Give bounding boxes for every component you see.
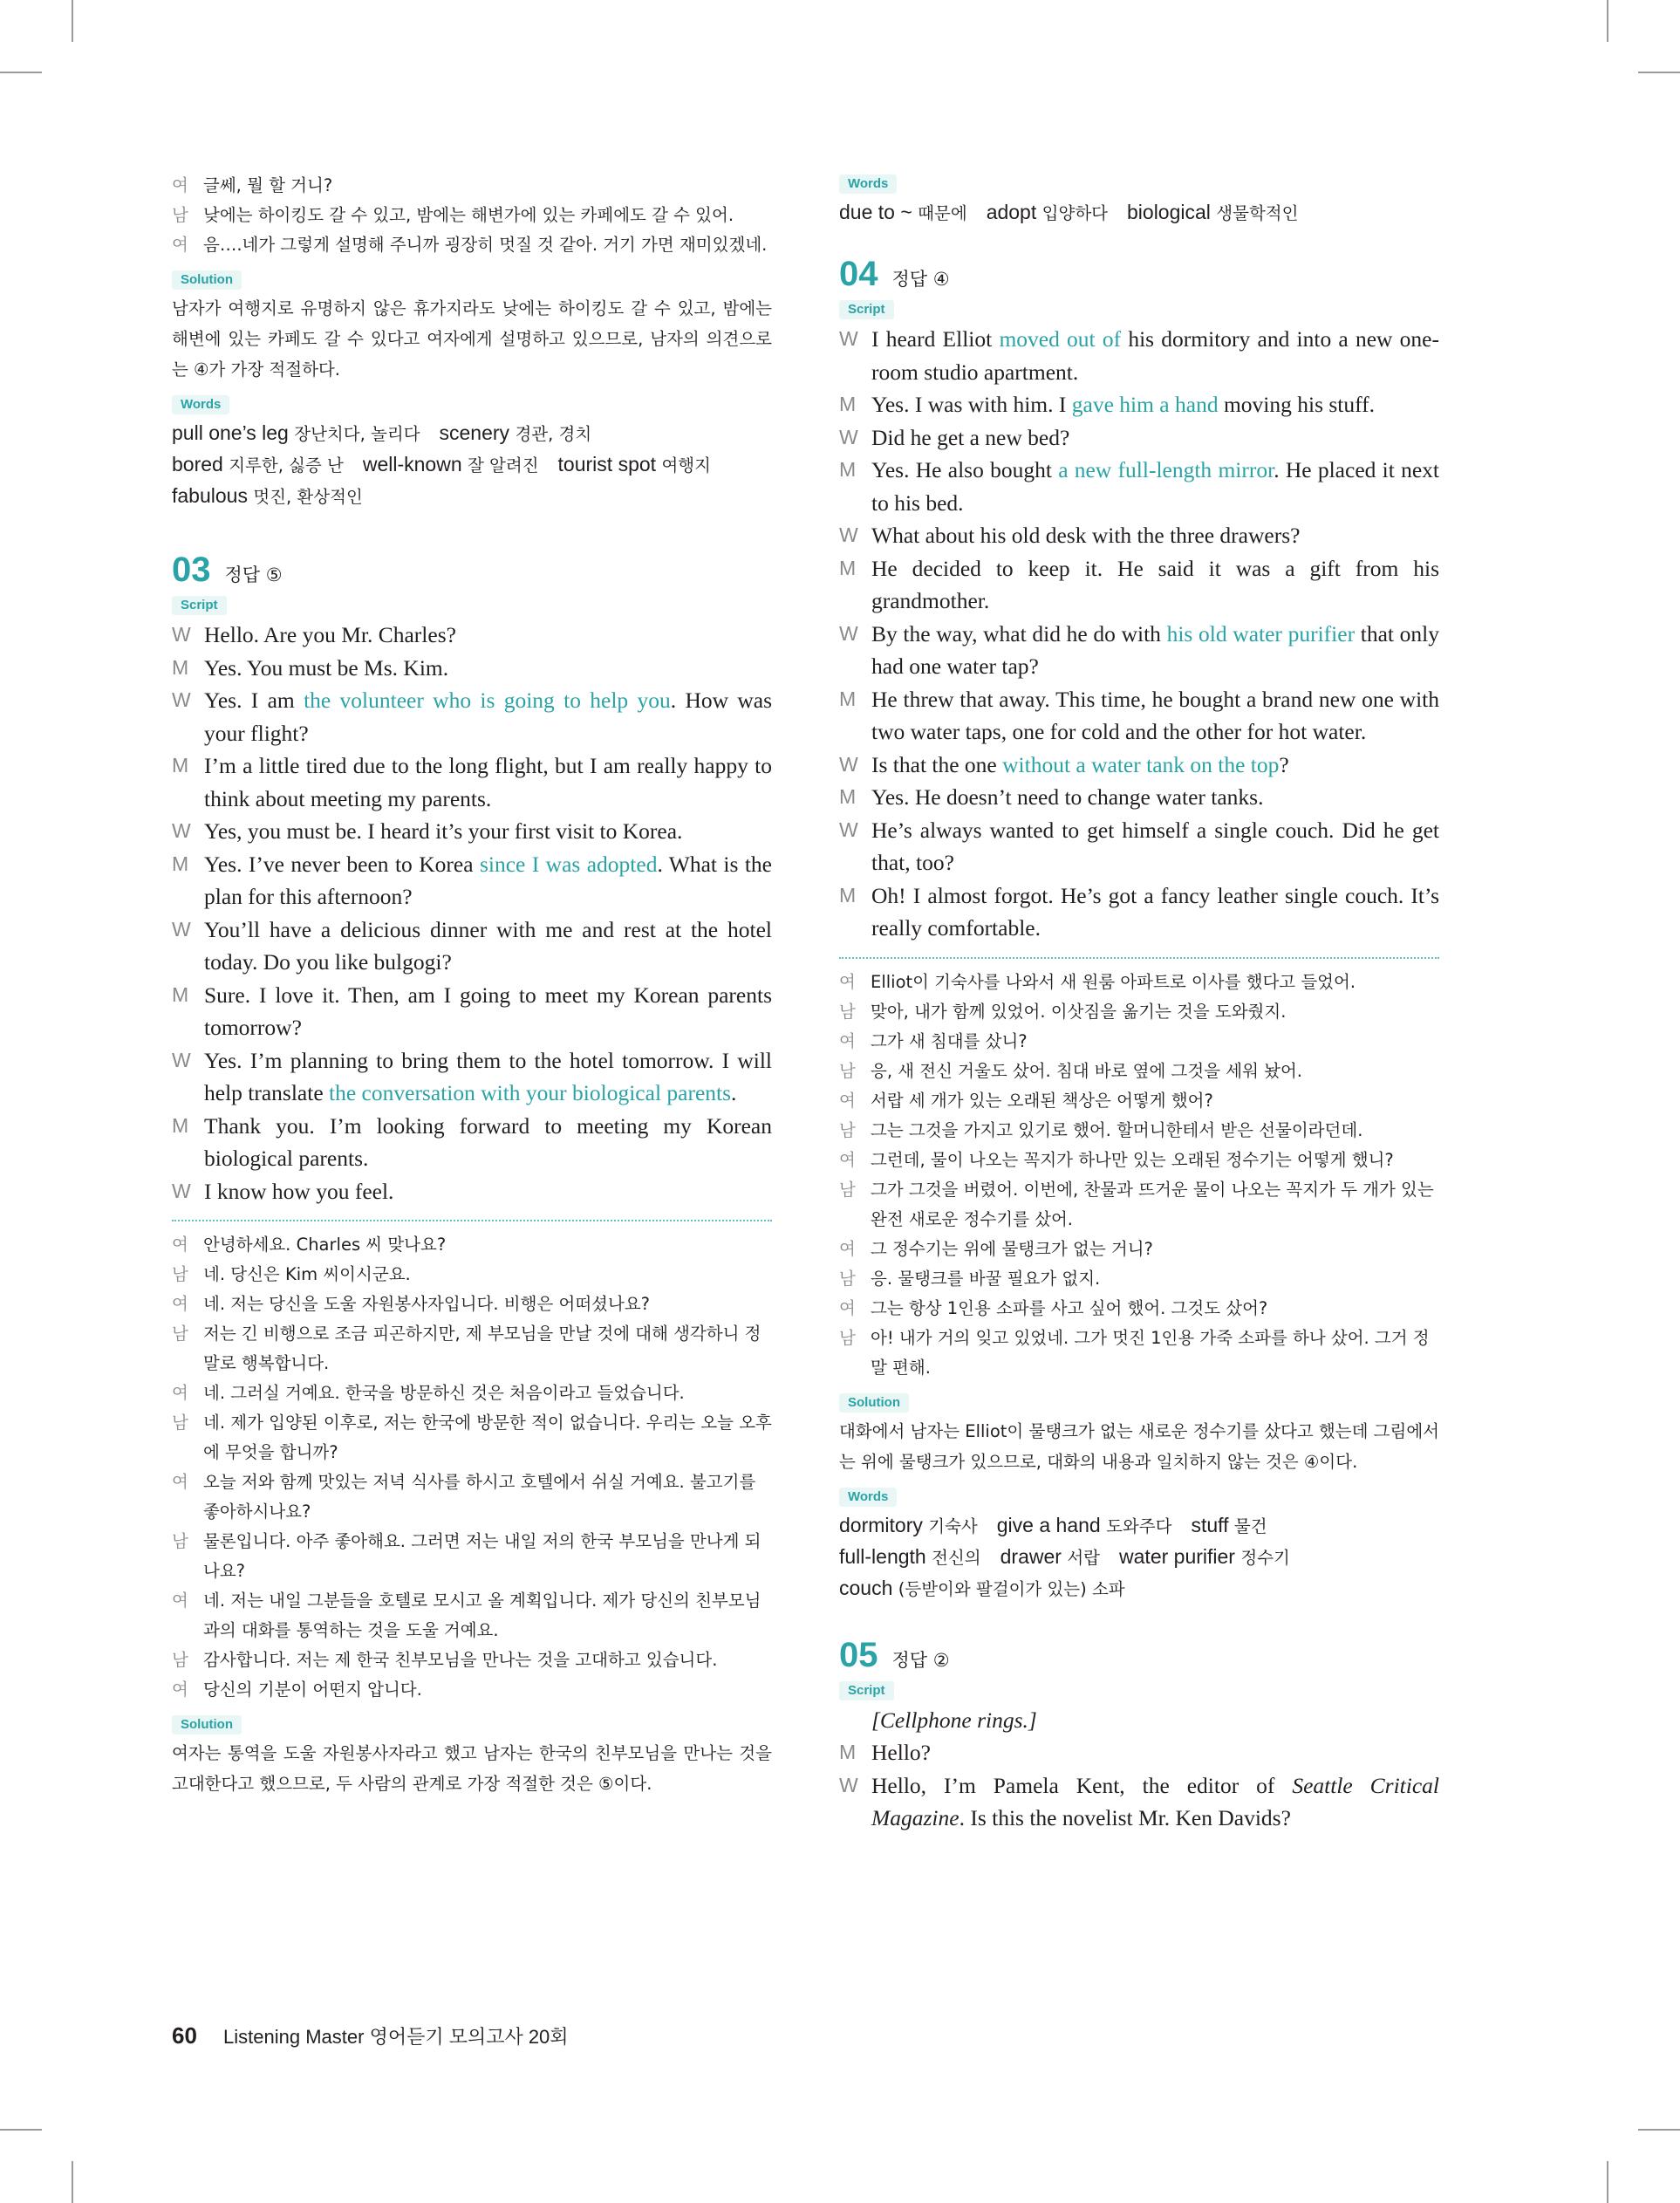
- question-number: 03: [172, 551, 211, 589]
- dialogue-script: [839, 323, 1439, 945]
- text-run: Sure. I love it. Then, am I going to meet my Korean parents tomorrow?: [204, 982, 772, 1040]
- vocab-word: couch: [839, 1576, 898, 1599]
- speaker-label: M: [172, 852, 189, 875]
- script-line: [839, 1704, 1439, 1737]
- vocab-meaning: 물건: [1233, 1515, 1267, 1536]
- vocab-word: full-length: [839, 1544, 932, 1568]
- script-line: [839, 1769, 1439, 1835]
- text-run: Yes. I’ve never been to Korea: [204, 851, 480, 877]
- script-line: [172, 979, 772, 1044]
- line-text: [204, 1175, 772, 1208]
- script-line: [839, 454, 1439, 519]
- line-text: 네. 저는 당신을 도울 자원봉사자입니다. 비행은 어떠셨나요?: [203, 1294, 651, 1314]
- vocab-meaning: 때문에: [918, 203, 967, 223]
- translation-line: [172, 1260, 772, 1290]
- answer-label: 정답 ④: [891, 269, 950, 290]
- translation-line: [172, 1468, 772, 1527]
- words-label: Words: [172, 395, 229, 414]
- vocab-meaning: 정수기: [1240, 1547, 1290, 1568]
- vocab-word: stuff: [1191, 1513, 1234, 1536]
- line-text: [204, 619, 772, 652]
- script-line: [172, 652, 772, 685]
- line-text: [204, 684, 772, 749]
- solution-text: 대화에서 남자는 Elliot이 물탱크가 없는 새로운 정수기를 샀다고 했는데 그림에서는 위에 물탱크가 있으므로, 대화의 내용과 일치하지 않는 것은 ④이다.: [839, 1420, 1439, 1472]
- speaker-label: W: [839, 523, 858, 546]
- line-text: 그는 항상 1인용 소파를 사고 싶어 했어. 그것도 샀어?: [871, 1297, 1268, 1318]
- text-run: What about his old desk with the three drawers?: [871, 523, 1301, 548]
- vocabulary-line: [172, 418, 772, 449]
- vocab-meaning: 기숙사: [928, 1515, 978, 1536]
- line-text: [204, 1110, 772, 1175]
- book-title: Listening Master 영어듣기 모의고사 20회: [223, 2026, 569, 2048]
- line-text: [871, 1769, 1439, 1835]
- translation-line: [839, 997, 1439, 1027]
- vocabulary-line: [172, 449, 772, 481]
- script-line: [172, 1044, 772, 1110]
- speaker-label: W: [839, 818, 858, 841]
- speaker-label: M: [839, 883, 857, 907]
- translation-line: [172, 230, 772, 260]
- line-text: 서랍 세 개가 있는 오래된 책상은 어떻게 했어?: [871, 1090, 1213, 1111]
- translation-line: [172, 1586, 772, 1645]
- text-run: Hello?: [871, 1740, 931, 1765]
- line-text: [871, 749, 1439, 782]
- text-run: . He placed it next to his bed.: [871, 457, 1439, 516]
- divider: [839, 957, 1439, 959]
- vocab-meaning: 여행지: [661, 455, 711, 475]
- vocab-word: adopt: [986, 201, 1042, 223]
- page-footer: [172, 2022, 569, 2049]
- line-text: [871, 421, 1439, 455]
- text-run: Yes. I was with him. I: [871, 392, 1072, 417]
- speaker-label: 여: [172, 1591, 188, 1611]
- vocabulary-line: [172, 481, 772, 512]
- solution-label: Solution: [839, 1393, 909, 1413]
- speaker-label: W: [172, 623, 191, 646]
- line-text: 그런데, 물이 나오는 꼭지가 하나만 있는 오래된 정수기는 어떻게 했니?: [871, 1149, 1394, 1170]
- dialogue-translation: [172, 171, 772, 260]
- speaker-label: 남: [839, 1327, 856, 1348]
- crop-mark: [0, 2129, 42, 2131]
- vocab-word: give a hand: [996, 1513, 1107, 1536]
- solution-label: Solution: [172, 1715, 242, 1734]
- highlighted-phrase: since I was adopted: [479, 851, 658, 877]
- text-run: .: [731, 1080, 737, 1105]
- speaker-label: W: [172, 819, 191, 842]
- speaker-label: 여: [172, 235, 188, 255]
- line-text: [871, 388, 1439, 421]
- speaker-label: W: [172, 917, 191, 941]
- line-text: 응, 새 전신 거울도 샀어. 침대 바로 옆에 그것을 세워 놨어.: [871, 1060, 1302, 1081]
- speaker-label: 여: [172, 1235, 188, 1255]
- solution-text: 여자는 통역을 도울 자원봉사자라고 했고 남자는 한국의 친부모님을 만나는 것을 고대한다고 했으므로, 두 사람의 관계로 가장 적절한 것은 ⑤이다.: [172, 1743, 772, 1794]
- text-run: . What is the plan for this afternoon?: [204, 851, 772, 909]
- text-run: Is that the one: [871, 751, 1003, 777]
- text-run: Hello, I’m Pamela Kent, the editor of: [871, 1772, 1293, 1798]
- vocab-meaning: 서랍: [1067, 1547, 1101, 1568]
- crop-mark: [72, 2161, 73, 2203]
- line-text: [871, 552, 1439, 618]
- highlighted-phrase: moved out of: [999, 326, 1122, 352]
- line-text: [871, 323, 1439, 388]
- line-text: 당신의 기분이 어떤지 압니다.: [203, 1680, 422, 1700]
- right-column: [839, 171, 1439, 1835]
- line-text: [871, 879, 1439, 945]
- script-line: [172, 1110, 772, 1175]
- dialogue-translation: [839, 968, 1439, 1383]
- text-run: I know how you feel.: [204, 1178, 394, 1204]
- translation-line: [839, 1324, 1439, 1383]
- text-run: Yes, you must be. I heard it’s your first visit to Korea.: [204, 818, 683, 844]
- translation-line: [839, 1146, 1439, 1175]
- vocab-meaning: 도와주다: [1106, 1515, 1172, 1536]
- translation-line: [839, 1175, 1439, 1235]
- line-text: [871, 814, 1439, 879]
- vocab-word: tourist spot: [557, 453, 662, 475]
- question-header: [839, 1636, 1439, 1681]
- translation-line: [172, 1675, 772, 1705]
- line-text: 그 정수기는 위에 물탱크가 없는 거니?: [871, 1238, 1153, 1259]
- text-run: . Is this the novelist Mr. Ken Davids?: [959, 1805, 1291, 1830]
- vocab-word: pull one’s leg: [172, 421, 295, 444]
- vocab-meaning: 전신의: [932, 1547, 981, 1568]
- text-run: [Cellphone rings.]: [871, 1707, 1037, 1733]
- line-text: [204, 979, 772, 1044]
- speaker-label: M: [839, 687, 857, 710]
- divider: [172, 1220, 772, 1221]
- script-line: [839, 421, 1439, 455]
- vocabulary-list: [839, 197, 1439, 229]
- vocabulary-line: [839, 1542, 1439, 1573]
- line-text: [204, 652, 772, 685]
- speaker-label: M: [172, 754, 189, 777]
- script-line: [839, 552, 1439, 618]
- speaker-label: W: [839, 327, 858, 350]
- speaker-label: W: [172, 688, 191, 711]
- highlighted-phrase: his old water purifier: [1166, 620, 1356, 647]
- vocab-meaning: 입양하다: [1041, 203, 1108, 223]
- speaker-label: W: [839, 425, 858, 448]
- text-run: moving his stuff.: [1218, 392, 1376, 417]
- script-line: [839, 683, 1439, 749]
- script-line: [172, 815, 772, 848]
- highlighted-phrase: the volunteer who is going to help you: [304, 688, 671, 713]
- line-text: 음….네가 그렇게 설명해 주니까 굉장히 멋질 것 같아. 거기 가면 재미있겠네.: [203, 235, 768, 255]
- speaker-label: M: [172, 982, 189, 1006]
- highlighted-phrase: the conversation with your biological parents: [329, 1080, 732, 1105]
- script-line: [172, 749, 772, 815]
- speaker-label: W: [839, 1773, 858, 1796]
- line-text: 네. 제가 입양된 이후로, 저는 한국에 방문한 적이 없습니다. 우리는 오늘 오후에 무엇을 합니까?: [203, 1413, 772, 1462]
- speaker-label: 남: [839, 1179, 856, 1200]
- translation-line: [839, 1235, 1439, 1264]
- dialogue-translation: [172, 1230, 772, 1705]
- speaker-label: M: [839, 556, 857, 579]
- highlighted-phrase: gave him a hand: [1071, 392, 1219, 417]
- speaker-label: 남: [839, 1119, 856, 1140]
- speaker-label: M: [172, 655, 189, 679]
- vocab-word: water purifier: [1119, 1544, 1241, 1568]
- speaker-label: 여: [172, 1294, 188, 1314]
- vocab-meaning: 장난치다, 놀리다: [294, 424, 420, 444]
- speaker-label: M: [839, 458, 857, 481]
- vocabulary-line: [839, 1573, 1439, 1604]
- line-text: 감사합니다. 저는 제 한국 친부모님을 만나는 것을 고대하고 있습니다.: [203, 1650, 718, 1670]
- text-run: He decided to keep it. He said it was a gift from his grandmother.: [871, 555, 1439, 613]
- script-line: [839, 519, 1439, 552]
- crop-mark: [72, 0, 73, 42]
- text-run: Hello. Are you Mr. Charles?: [204, 622, 456, 647]
- vocab-meaning: 잘 알려진: [468, 455, 539, 475]
- vocab-word: scenery: [439, 421, 516, 444]
- words-label: Words: [839, 1488, 897, 1507]
- line-text: [204, 848, 772, 913]
- line-text: [204, 749, 772, 815]
- vocab-word: drawer: [1000, 1544, 1068, 1568]
- dialogue-script: [839, 1704, 1439, 1835]
- speaker-label: 여: [172, 1680, 188, 1700]
- highlighted-phrase: a new full-length mirror: [1058, 457, 1274, 482]
- line-text: 네. 그러실 거예요. 한국을 방문하신 것은 처음이라고 들었습니다.: [203, 1383, 685, 1403]
- dialogue-script: [172, 619, 772, 1208]
- line-text: 글쎄, 뭘 할 거니?: [203, 175, 333, 195]
- vocabulary-line: [839, 197, 1439, 229]
- line-text: 응. 물탱크를 바꿀 필요가 없지.: [871, 1268, 1101, 1289]
- translation-line: [172, 1379, 772, 1408]
- script-line: [839, 879, 1439, 945]
- vocab-meaning: 지루한, 싫증 난: [229, 455, 344, 475]
- speaker-label: M: [839, 393, 857, 415]
- line-text: Elliot이 기숙사를 나와서 새 원룸 아파트로 이사를 했다고 들었어.: [871, 971, 1356, 992]
- text-run: He’s always wanted to get himself a single couch. Did he get that, too?: [871, 817, 1439, 875]
- translation-line: [172, 1230, 772, 1260]
- highlighted-phrase: without a water tank on the top: [1002, 751, 1280, 777]
- vocab-word: biological: [1127, 201, 1217, 223]
- line-text: 물론입니다. 아주 좋아해요. 그러면 저는 내일 저의 한국 부모님을 만나게 되나요?: [203, 1531, 761, 1581]
- line-text: 그가 새 침대를 샀니?: [871, 1030, 1028, 1051]
- line-text: 그는 그것을 가지고 있기로 했어. 할머니한테서 받은 선물이라던데.: [871, 1119, 1363, 1140]
- text-run: ?: [1279, 751, 1289, 777]
- line-text: [871, 1736, 1439, 1769]
- translation-line: [172, 201, 772, 230]
- text-run: Yes. I am: [204, 688, 304, 713]
- answer-label: 정답 ②: [891, 1649, 950, 1671]
- translation-line: [172, 1319, 772, 1379]
- vocab-meaning: 멋진, 환상적인: [253, 487, 363, 507]
- question-header: [172, 551, 772, 596]
- line-text: 저는 긴 비행으로 조금 피곤하지만, 제 부모님을 만날 것에 대해 생각하니 정말로 행복합니다.: [203, 1324, 761, 1373]
- speaker-label: W: [172, 1179, 191, 1202]
- solution-text: 남자가 여행지로 유명하지 않은 휴가지라도 낮에는 하이킹도 갈 수 있고, 밤에는 해변에 있는 카페도 갈 수 있다고 여자에게 설명하고 있으므로, 남자의 의견으로는 ④가 가장 적절하다.: [172, 298, 772, 380]
- vocab-word: fabulous: [172, 484, 254, 507]
- speaker-label: 남: [172, 205, 188, 225]
- speaker-label: 여: [839, 1149, 856, 1170]
- speaker-label: 여: [839, 1297, 856, 1318]
- translation-line: [839, 1294, 1439, 1324]
- translation-line: [172, 1645, 772, 1675]
- text-run: that only had one water tap?: [871, 620, 1439, 679]
- speaker-label: 남: [172, 1413, 188, 1433]
- script-line: [172, 684, 772, 749]
- speaker-label: 남: [172, 1264, 188, 1284]
- line-text: 낮에는 하이킹도 갈 수 있고, 밤에는 해변가에 있는 카페에도 갈 수 있어.: [203, 205, 734, 225]
- line-text: 그가 그것을 버렸어. 이번에, 찬물과 뜨거운 물이 나오는 꼭지가 두 개가 있는 완전 새로운 정수기를 샀어.: [871, 1179, 1434, 1229]
- question-number: 04: [839, 255, 878, 293]
- text-run: Yes. You must be Ms. Kim.: [204, 654, 449, 681]
- crop-mark: [1638, 72, 1680, 73]
- crop-mark: [0, 72, 42, 73]
- vocab-meaning: (등받이와 팔걸이가 있는) 소파: [898, 1578, 1125, 1599]
- script-line: [839, 323, 1439, 388]
- speaker-label: 여: [839, 971, 856, 992]
- line-text: [871, 519, 1439, 552]
- vocab-word: dormitory: [839, 1513, 929, 1536]
- translation-line: [172, 1527, 772, 1586]
- line-text: [871, 1704, 1439, 1737]
- translation-line: [839, 1116, 1439, 1146]
- script-label: Script: [172, 596, 227, 615]
- left-column: [172, 171, 772, 1799]
- question-header: [839, 255, 1439, 300]
- translation-line: [839, 1057, 1439, 1086]
- speaker-label: 여: [172, 1383, 188, 1403]
- line-text: 네. 당신은 Kim 씨이시군요.: [203, 1264, 411, 1284]
- speaker-label: W: [839, 752, 858, 776]
- speaker-label: 남: [839, 1001, 856, 1022]
- script-line: [839, 388, 1439, 421]
- solution-label: Solution: [172, 270, 242, 290]
- translation-line: [172, 1290, 772, 1319]
- speaker-label: 여: [172, 175, 188, 195]
- speaker-label: W: [172, 1048, 191, 1071]
- speaker-label: M: [172, 1113, 189, 1137]
- vocabulary-list: [172, 418, 772, 512]
- vocabulary-list: [839, 1510, 1439, 1604]
- text-run: You’ll have a delicious dinner with me and rest at the hotel today. Do you like bulgogi?: [204, 916, 772, 975]
- text-run: . How was your flight?: [204, 688, 772, 746]
- line-text: 네. 저는 내일 그분들을 호텔로 모시고 올 계획입니다. 제가 당신의 친부모님과의 대화를 통역하는 것을 도울 거예요.: [203, 1591, 761, 1640]
- line-text: 오늘 저와 함께 맛있는 저녁 식사를 하시고 호텔에서 쉬실 거예요. 불고기를 좋아하시나요?: [203, 1472, 756, 1522]
- translation-line: [839, 1264, 1439, 1294]
- speaker-label: 여: [839, 1030, 856, 1051]
- line-text: [204, 815, 772, 848]
- script-line: [839, 814, 1439, 879]
- translation-line: [839, 1086, 1439, 1116]
- speaker-label: 남: [172, 1531, 188, 1551]
- line-text: 아! 내가 거의 잊고 있었네. 그가 멋진 1인용 가죽 소파를 하나 샀어. 그거 정말 편해.: [871, 1327, 1430, 1378]
- vocab-word: well-known: [362, 453, 468, 475]
- text-run: Yes. I’m planning to bring them to the hotel tomorrow. I will help translate: [204, 1047, 772, 1105]
- script-line: [839, 1736, 1439, 1769]
- text-run: Thank you. I’m looking forward to meeting my Korean biological parents.: [204, 1112, 772, 1171]
- line-text: [871, 683, 1439, 749]
- script-line: [839, 618, 1439, 683]
- text-run: Oh! I almost forgot. He’s got a fancy leather single couch. It’s really comfortable.: [871, 882, 1439, 941]
- script-line: [839, 781, 1439, 814]
- line-text: [871, 781, 1439, 814]
- line-text: [204, 913, 772, 979]
- script-label: Script: [839, 1681, 894, 1700]
- line-text: [871, 618, 1439, 683]
- words-label: Words: [839, 174, 897, 194]
- script-line: [172, 848, 772, 913]
- script-line: [172, 619, 772, 652]
- speaker-label: 여: [839, 1238, 856, 1259]
- speaker-label: 여: [172, 1472, 188, 1492]
- answer-label: 정답 ⑤: [224, 564, 283, 585]
- speaker-label: M: [839, 1741, 857, 1763]
- page-number: 60: [172, 2022, 197, 2049]
- crop-mark: [1607, 0, 1608, 42]
- speaker-label: 남: [839, 1268, 856, 1289]
- translation-line: [839, 968, 1439, 997]
- text-run: his dormitory and into a new one-room studio apartment.: [871, 326, 1439, 385]
- text-run: By the way, what did he do with: [871, 620, 1167, 647]
- translation-line: [172, 1408, 772, 1468]
- vocab-word: bored: [172, 453, 229, 475]
- line-text: 맞아, 내가 함께 있었어. 이삿짐을 옮기는 것을 도와줬지.: [871, 1001, 1287, 1022]
- script-line: [839, 749, 1439, 782]
- line-text: [871, 454, 1439, 519]
- translation-line: [839, 1027, 1439, 1057]
- script-line: [172, 1175, 772, 1208]
- line-text: [204, 1044, 772, 1110]
- speaker-label: 남: [839, 1060, 856, 1081]
- text-run: Did he get a new bed?: [871, 424, 1070, 450]
- translation-line: [172, 171, 772, 201]
- vocabulary-line: [839, 1510, 1439, 1542]
- speaker-label: 남: [172, 1324, 188, 1344]
- crop-mark: [1607, 2161, 1608, 2203]
- text-run: I heard Elliot: [871, 326, 1000, 352]
- speaker-label: 남: [172, 1650, 188, 1670]
- vocab-word: due to ~: [839, 201, 919, 223]
- text-run: Yes. He also bought: [871, 457, 1059, 482]
- crop-mark: [1638, 2129, 1680, 2131]
- text-run: Seattle Critical Magazine: [871, 1772, 1440, 1830]
- text-run: He threw that away. This time, he bought a brand new one with two water taps, one for cold and the other for hot water.: [871, 686, 1439, 744]
- speaker-label: W: [839, 621, 858, 645]
- line-text: 안녕하세요. Charles 씨 맞나요?: [203, 1235, 447, 1255]
- speaker-label: M: [839, 785, 857, 808]
- text-run: I’m a little tired due to the long flight, but I am really happy to think about meeting my parents.: [204, 753, 772, 811]
- vocab-meaning: 경관, 경치: [515, 424, 592, 444]
- script-line: [172, 913, 772, 979]
- script-label: Script: [839, 300, 894, 319]
- speaker-label: 여: [839, 1090, 856, 1111]
- question-number: 05: [839, 1635, 878, 1674]
- text-run: Yes. He doesn’t need to change water tanks.: [871, 784, 1264, 810]
- vocab-meaning: 생물학적인: [1216, 203, 1299, 223]
